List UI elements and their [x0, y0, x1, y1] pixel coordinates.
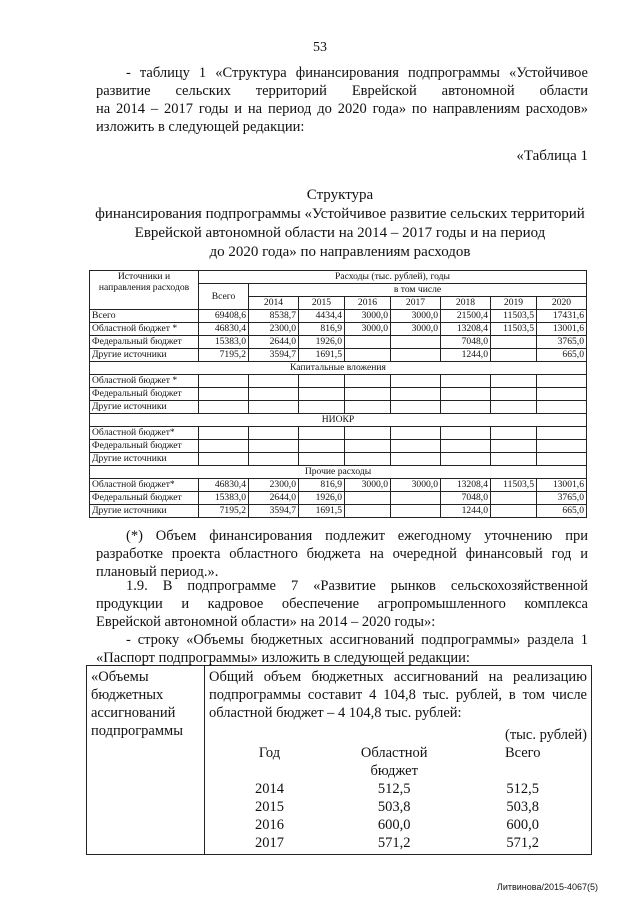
table-cell: 1926,0 — [299, 336, 345, 349]
row-label: Федеральный бюджет — [90, 388, 199, 401]
row-label: Другие источники — [90, 349, 199, 362]
table-cell — [537, 427, 587, 440]
table-cell — [391, 336, 441, 349]
table-cell — [391, 505, 441, 518]
table-row — [90, 440, 587, 453]
table-cell — [537, 440, 587, 453]
title-line: финансирования подпрограммы «Устойчивое развитие сельских территорий — [95, 206, 585, 222]
passport-total: 503,8 — [506, 799, 540, 815]
table-cell: 11503,5 — [491, 479, 537, 492]
table-cell — [391, 349, 441, 362]
passport-intro-line: «Паспорт подпрограммы» изложить в следующей редакции: — [96, 650, 470, 666]
table-cell: 665,0 — [537, 349, 587, 362]
passport-left-cell — [87, 666, 205, 855]
intro-line: изложить в следующей редакции: — [96, 119, 305, 135]
table-cell — [199, 427, 249, 440]
table-cell: 8538,7 — [249, 310, 299, 323]
row-label: Другие источники — [90, 505, 199, 518]
table-cell — [537, 401, 587, 414]
table-cell: 3000,0 — [345, 310, 391, 323]
table-cell — [537, 453, 587, 466]
table-cell — [391, 401, 441, 414]
table-row — [90, 323, 587, 336]
table-cell — [391, 492, 441, 505]
header-incl: в том числе — [249, 284, 587, 297]
intro-line: на 2014 – 2017 годы и на период до 2020 года» по направлениям расходов» — [96, 101, 588, 117]
table-cell: 13208,4 — [441, 479, 491, 492]
intro-line: - таблицу 1 «Структура финансирования подпрограммы «Устойчивое — [126, 65, 588, 81]
table-cell — [199, 440, 249, 453]
table-cell: 4434,4 — [299, 310, 345, 323]
table-cell — [345, 375, 391, 388]
table-cell: 1691,5 — [299, 505, 345, 518]
table-cell: 13001,6 — [537, 323, 587, 336]
section-capital: Капитальные вложения — [90, 362, 587, 375]
table-cell — [491, 375, 537, 388]
table-row — [90, 401, 587, 414]
header-total: Всего — [199, 284, 249, 310]
passport-text-line: областной бюджет – 4 104,8 тыс. рублей: — [209, 705, 462, 721]
structure-table — [89, 270, 587, 518]
table-cell: 7048,0 — [441, 492, 491, 505]
header-sources: Источники и направления расходов — [90, 271, 199, 310]
table-cell — [345, 492, 391, 505]
footer-ref: Литвинова/2015-4067(5) — [496, 882, 598, 892]
table-cell — [491, 440, 537, 453]
table-cell: 7195,2 — [199, 349, 249, 362]
section-line: 1.9. В подпрограмме 7 «Развитие рынков сельскохозяйственной — [126, 578, 588, 594]
passport-left-line: ассигнований — [91, 705, 176, 721]
table-cell: 3000,0 — [391, 479, 441, 492]
title-line: до 2020 года» по направлениям расходов — [209, 244, 471, 260]
passport-total: 512,5 — [506, 781, 540, 797]
table-cell — [299, 440, 345, 453]
table-cell: 13208,4 — [441, 323, 491, 336]
table-cell: 1244,0 — [441, 349, 491, 362]
table-cell: 21500,4 — [441, 310, 491, 323]
table-row — [90, 336, 587, 349]
table-cell: 7048,0 — [441, 336, 491, 349]
year-header: 2016 — [345, 297, 391, 310]
table-cell: 3765,0 — [537, 492, 587, 505]
passport-year: 2016 — [254, 817, 284, 833]
table-cell — [249, 427, 299, 440]
passport-intro-line: - строку «Объемы бюджетных ассигнований подпрограммы» раздела 1 — [126, 632, 588, 648]
table-cell — [345, 388, 391, 401]
title-line: Еврейской автономной области на 2014 – 2017 годы и на период — [134, 225, 546, 241]
table-cell: 11503,5 — [491, 323, 537, 336]
table-cell — [537, 375, 587, 388]
table-row — [90, 427, 587, 440]
table-cell — [441, 440, 491, 453]
table-cell: 69408,6 — [199, 310, 249, 323]
table-cell: 3765,0 — [537, 336, 587, 349]
passport-row — [209, 816, 587, 834]
table-cell — [299, 453, 345, 466]
table-row — [90, 479, 587, 492]
table-cell: 3594,7 — [249, 505, 299, 518]
table-cell — [249, 453, 299, 466]
passport-table — [86, 665, 592, 855]
passport-col-total: Всего — [504, 745, 541, 761]
row-label: Областной бюджет* — [90, 427, 199, 440]
table-cell: 17431,6 — [537, 310, 587, 323]
passport-regional: 600,0 — [377, 817, 411, 833]
year-header: 2020 — [537, 297, 587, 310]
table-cell — [345, 440, 391, 453]
row-label: Федеральный бюджет — [90, 492, 199, 505]
section-line: Еврейской автономной области» на 2014 – 2020 годы»: — [96, 614, 436, 630]
passport-regional: 571,2 — [377, 835, 411, 851]
passport-total: 571,2 — [506, 835, 540, 851]
passport-col-regional-2: бюджет — [370, 763, 418, 779]
passport-year: 2017 — [254, 835, 284, 851]
table-row — [90, 492, 587, 505]
table-cell: 3000,0 — [345, 323, 391, 336]
capital-rows — [90, 375, 587, 414]
main-rows — [90, 310, 587, 362]
row-label: Другие источники — [90, 453, 199, 466]
year-header: 2018 — [441, 297, 491, 310]
year-header: 2019 — [491, 297, 537, 310]
table-cell — [491, 401, 537, 414]
table-cell — [299, 427, 345, 440]
row-label: Федеральный бюджет — [90, 440, 199, 453]
table-cell — [199, 401, 249, 414]
header-expenses: Расходы (тыс. рублей), годы — [199, 271, 587, 284]
table-cell — [491, 336, 537, 349]
passport-inner-table — [209, 744, 587, 852]
footnote — [96, 527, 588, 581]
table-cell — [345, 336, 391, 349]
intro-line: развитие сельских территорий Еврейской автономной области — [96, 83, 588, 99]
table-cell — [391, 388, 441, 401]
table-row — [90, 375, 587, 388]
other-rows — [90, 479, 587, 518]
title-line: Структура — [306, 187, 374, 203]
table-cell — [491, 427, 537, 440]
passport-left-line: подпрограммы — [91, 723, 183, 739]
passport-year: 2015 — [254, 799, 284, 815]
section-other: Прочие расходы — [90, 466, 587, 479]
table-cell — [441, 388, 491, 401]
table-cell: 816,9 — [299, 323, 345, 336]
passport-intro — [96, 631, 588, 667]
footnote-line: плановый период.». — [96, 564, 219, 580]
table-row — [90, 349, 587, 362]
table-cell — [249, 440, 299, 453]
table-cell — [249, 401, 299, 414]
table-cell — [491, 453, 537, 466]
table-cell — [441, 375, 491, 388]
table-cell — [391, 375, 441, 388]
table-cell: 46830,4 — [199, 323, 249, 336]
table-cell — [491, 492, 537, 505]
table-cell — [345, 453, 391, 466]
table-cell — [537, 388, 587, 401]
table-cell: 2644,0 — [249, 336, 299, 349]
table-cell — [491, 505, 537, 518]
section-niokr: НИОКР — [90, 414, 587, 427]
table-cell — [491, 388, 537, 401]
footnote-line: (*) Объем финансирования подлежит ежегодному уточнению при — [126, 528, 588, 544]
table-cell — [199, 375, 249, 388]
table-cell: 3000,0 — [345, 479, 391, 492]
table-cell: 7195,2 — [199, 505, 249, 518]
row-label: Областной бюджет * — [90, 323, 199, 336]
table-cell — [441, 427, 491, 440]
table-cell — [249, 388, 299, 401]
passport-row — [209, 798, 587, 816]
table-cell: 1926,0 — [299, 492, 345, 505]
passport-text-line: Общий объем бюджетных ассигнований на реализацию — [209, 669, 587, 685]
niokr-rows — [90, 427, 587, 466]
table-cell: 15383,0 — [199, 336, 249, 349]
section-1-9 — [96, 577, 588, 631]
year-header: 2015 — [299, 297, 345, 310]
passport-row — [209, 780, 587, 798]
table-row — [90, 310, 587, 323]
passport-regional: 512,5 — [377, 781, 411, 797]
table-cell — [345, 401, 391, 414]
table-label: «Таблица 1 — [516, 148, 588, 164]
table-cell — [491, 349, 537, 362]
table-cell — [299, 375, 345, 388]
table-cell — [299, 401, 345, 414]
table-row — [90, 453, 587, 466]
intro-paragraph — [96, 64, 588, 136]
table-title — [80, 186, 600, 262]
row-label: Областной бюджет* — [90, 479, 199, 492]
table-cell: 2300,0 — [249, 323, 299, 336]
row-label: Областной бюджет * — [90, 375, 199, 388]
passport-text-line: подпрограммы составит 4 104,8 тыс. рублей, в том числе — [209, 687, 587, 703]
table-cell: 1244,0 — [441, 505, 491, 518]
table-cell: 3594,7 — [249, 349, 299, 362]
passport-row — [209, 834, 587, 852]
passport-regional: 503,8 — [377, 799, 411, 815]
table-row — [90, 505, 587, 518]
table-cell — [345, 505, 391, 518]
year-header: 2017 — [391, 297, 441, 310]
table-row — [90, 388, 587, 401]
table-cell — [345, 349, 391, 362]
row-label: Федеральный бюджет — [90, 336, 199, 349]
table-cell — [199, 453, 249, 466]
section-line: продукции и кадровое обеспечение агропромышленного комплекса — [96, 596, 588, 612]
table-cell: 46830,4 — [199, 479, 249, 492]
table-cell — [299, 388, 345, 401]
passport-left-line: бюджетных — [91, 687, 164, 703]
table-cell — [391, 440, 441, 453]
footnote-line: разработке проекта областного бюджета на очередной финансовый год и — [96, 546, 588, 562]
row-label: Всего — [90, 310, 199, 323]
passport-total: 600,0 — [506, 817, 540, 833]
passport-col-year: Год — [258, 745, 281, 761]
table-cell: 665,0 — [537, 505, 587, 518]
table-cell — [441, 453, 491, 466]
page-number: 53 — [313, 40, 327, 55]
year-header: 2014 — [249, 297, 299, 310]
table-cell: 11503,5 — [491, 310, 537, 323]
row-label: Другие источники — [90, 401, 199, 414]
table-cell — [249, 375, 299, 388]
passport-year: 2014 — [254, 781, 284, 797]
table-cell — [391, 427, 441, 440]
table-cell: 15383,0 — [199, 492, 249, 505]
table-cell: 13001,6 — [537, 479, 587, 492]
table-cell — [199, 388, 249, 401]
table-cell: 816,9 — [299, 479, 345, 492]
table-cell — [345, 427, 391, 440]
table-cell — [391, 453, 441, 466]
table-cell: 2300,0 — [249, 479, 299, 492]
table-cell — [441, 401, 491, 414]
table-cell: 3000,0 — [391, 310, 441, 323]
passport-col-regional: Областной — [360, 745, 428, 761]
table-cell: 2644,0 — [249, 492, 299, 505]
passport-right-cell — [205, 666, 592, 855]
table-cell: 1691,5 — [299, 349, 345, 362]
table-cell: 3000,0 — [391, 323, 441, 336]
passport-unit: (тыс. рублей) — [505, 727, 587, 743]
passport-left-line: «Объемы — [91, 669, 149, 685]
